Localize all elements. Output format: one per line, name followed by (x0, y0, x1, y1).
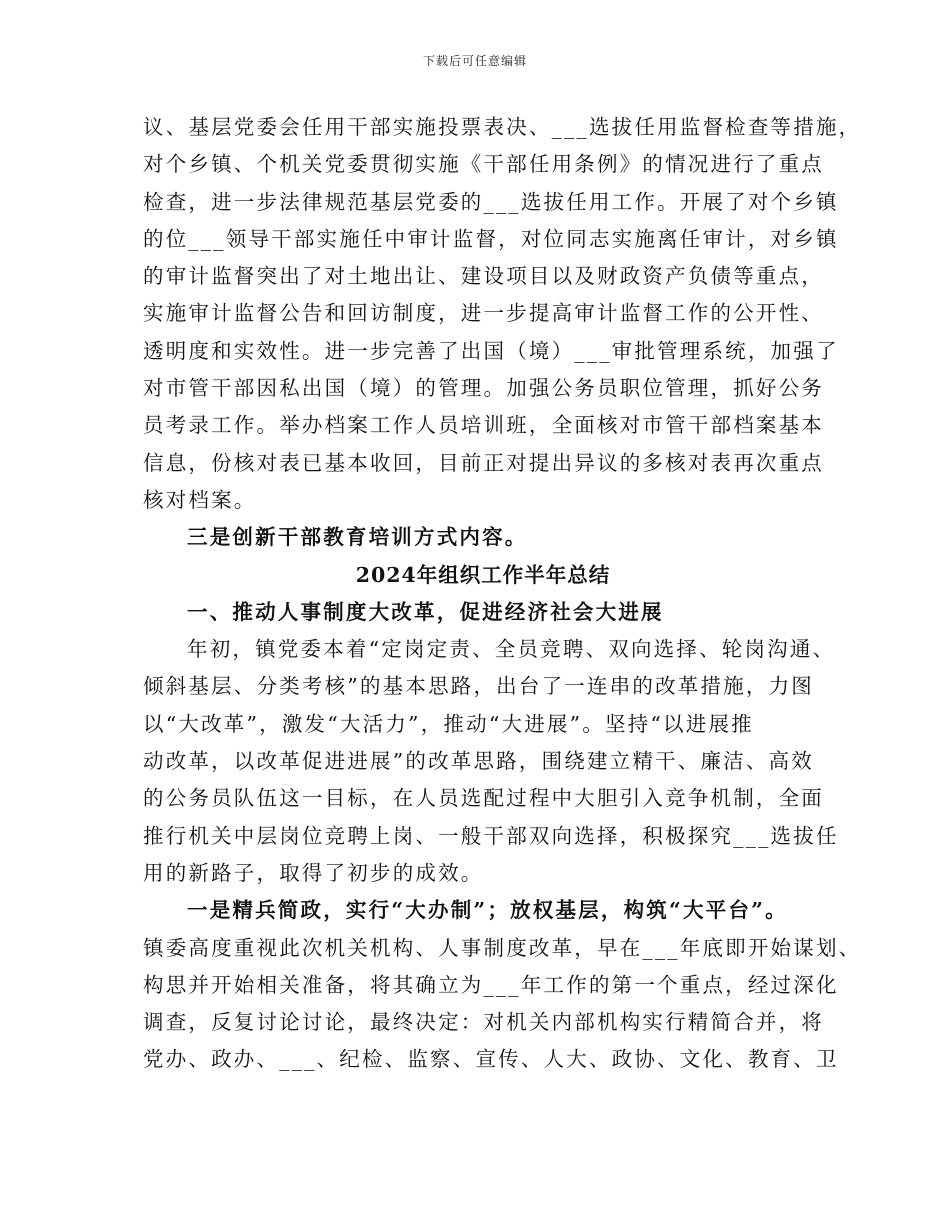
paragraph-line: 镇委高度重视此次机关机构、人事制度改革，早在___年底即开始谋划、 (143, 935, 862, 960)
heading-one: 一、推动人事制度大改革，促进经济社会大进展 (187, 599, 664, 624)
subheading-three: 三是创新干部教育培训方式内容。 (187, 525, 528, 550)
paragraph-line: 以“大改革”，激发“大活力”，推动“大进展”。坚持“以进展推 (143, 711, 754, 736)
paragraph-line: 检查，进一步法律规范基层党委的___选拔任用工作。开展了对个乡镇 (143, 189, 839, 214)
paragraph-line: 对市管干部因私出国（境）的管理。加强公务员职位管理，抓好公务 (143, 376, 824, 401)
paragraph-line: 信息，份核对表已基本收回，目前正对提出异议的多核对表再次重点 (143, 450, 824, 475)
page-header: 下载后可任意编辑 (422, 54, 527, 68)
paragraph-line: 动改革，以改革促进进展”的改革思路，围绕建立精干、廉洁、高效 (143, 749, 814, 774)
paragraph-line: 年初，镇党委本着“定岗定责、全员竞聘、双向选择、轮岗沟通、 (187, 637, 836, 662)
paragraph-line: 对个乡镇、个机关党委贯彻实施《干部任用条例》的情况进行了重点 (143, 152, 824, 177)
paragraph-line: 构思并开始相关准备，将其确立为___年工作的第一个重点，经过深化 (143, 972, 839, 997)
paragraph-line: 透明度和实效性。进一步完善了出国（境）___审批管理系统，加强了 (143, 338, 839, 363)
paragraph-line: 推行机关中层岗位竞聘上岗、一般干部双向选择，积极探究___选拔任 (143, 823, 839, 848)
paragraph-line: 调查，反复讨论讨论，最终决定：对机关内部机构实行精简合并，将 (143, 1010, 824, 1035)
paragraph-line: 党办、政办、___、纪检、监察、宣传、人大、政协、文化、教育、卫 (143, 1047, 839, 1072)
document-body (143, 109, 862, 1079)
subheading-one: 一是精兵简政，实行“大办制”；放权基层，构筑“大平台”。 (187, 898, 788, 923)
paragraph-line: 实施审计监督公告和回访制度，进一步提高审计监督工作的公开性、 (143, 301, 824, 326)
paragraph-line: 核对档案。 (143, 487, 257, 512)
paragraph-line: 的位___领导干部实施任中审计监督，对位同志实施离任审计，对乡镇 (143, 226, 839, 251)
paragraph-line: 议、基层党委会任用干部实施投票表决、___选拔任用监督检查等措施， (143, 115, 862, 139)
paragraph-line: 倾斜基层、分类考核”的基本思路，出台了一连串的改革措施，力图 (143, 674, 814, 699)
paragraph-line: 的公务员队伍这一目标，在人员选配过程中大胆引入竞争机制，全面 (143, 786, 824, 811)
paragraph-line: 员考录工作。举办档案工作人员培训班，全面核对市管干部档案基本 (143, 413, 824, 438)
section-title: 2024年组织工作半年总结 (355, 562, 611, 587)
paragraph-line: 用的新路子，取得了初步的成效。 (143, 860, 484, 885)
paragraph-line: 的审计监督突出了对土地出让、建设项目以及财政资产负债等重点， (143, 264, 824, 289)
